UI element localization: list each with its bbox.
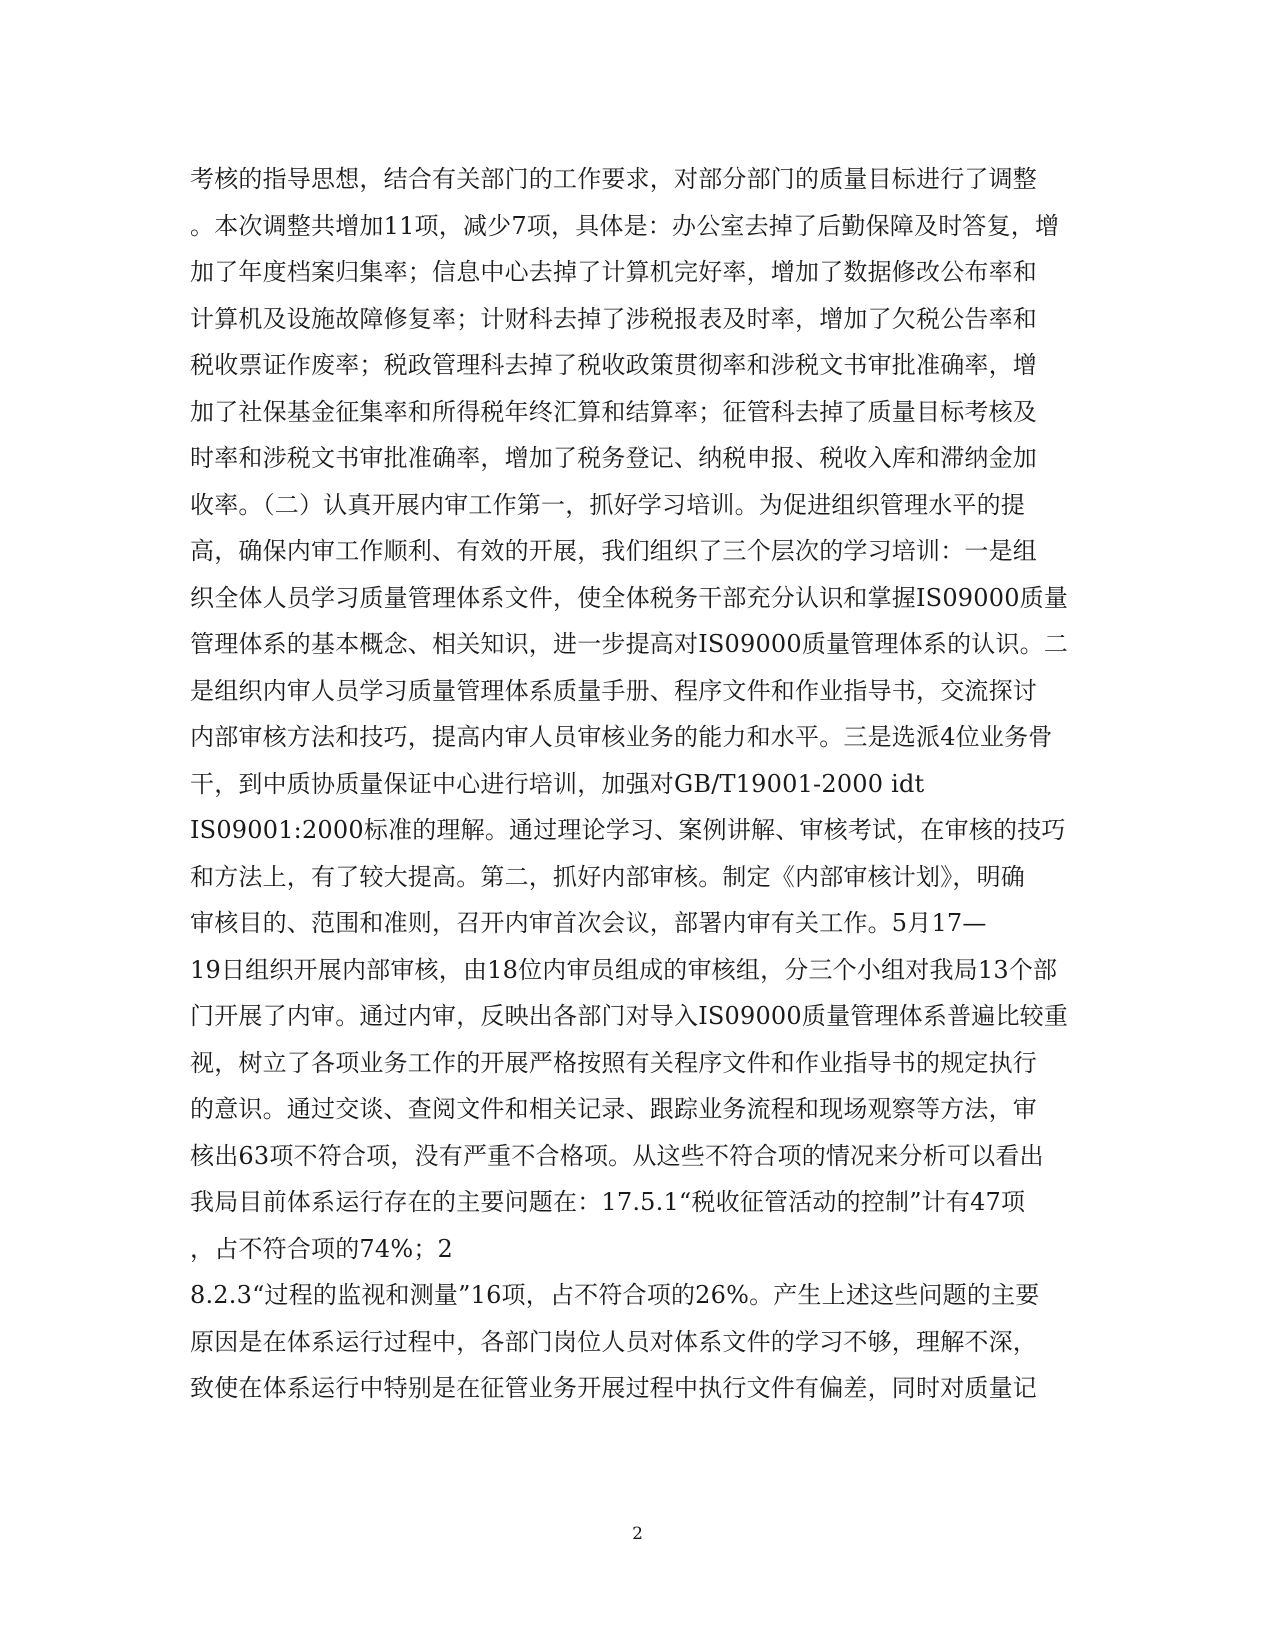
text-line: 视，树立了各项业务工作的开展严格按照有关程序文件和作业指导书的规定执行 [190, 1048, 1037, 1077]
text-line: 考核的指导思想，结合有关部门的工作要求，对部分部门的质量目标进行了调整 [190, 165, 1037, 193]
text-line: 致使在体系运行中特别是在征管业务开展过程中执行文件有偏差，同时对质量记 [190, 1374, 1037, 1402]
text-line: 我局目前体系运行存在的主要问题在：17.5.1“税收征管活动的控制”计有47项 [190, 1188, 1026, 1216]
text-line: 计算机及设施故障修复率；计财科去掉了涉税报表及时率，增加了欠税公告率和 [190, 304, 1037, 333]
body-text [190, 156, 1090, 1412]
text-line: 的意识。通过交谈、查阅文件和相关记录、跟踪业务流程和现场观察等方法，审 [190, 1095, 1037, 1123]
text-line: 时率和涉税文书审批准确率，增加了税务登记、纳税申报、税收入库和滞纳金加 [190, 444, 1037, 472]
page-number: 2 [632, 1524, 643, 1544]
text-line: 管理体系的基本概念、相关知识，进一步提高对IS09000质量管理体系的认识。二 [190, 630, 1069, 658]
text-line: 是组织内审人员学习质量管理体系质量手册、程序文件和作业指导书，交流探讨 [190, 676, 1037, 705]
text-line: 审核目的、范围和准则，召开内审首次会议，部署内审有关工作。5月17— [190, 909, 987, 937]
text-line: 和方法上，有了较大提高。第二，抓好内部审核。制定《内部审核计划》，明确 [190, 862, 1025, 891]
text-line: 加了年度档案归集率；信息中心去掉了计算机完好率，增加了数据修改公布率和 [190, 258, 1037, 286]
text-line: 原因是在体系运行过程中，各部门岗位人员对体系文件的学习不够，理解不深， [190, 1327, 1037, 1356]
text-line: 税收票证作废率；税政管理科去掉了税收政策贯彻率和涉税文书审批准确率，增 [190, 351, 1037, 379]
text-line: 内部审核方法和技巧，提高内审人员审核业务的能力和水平。三是选派4位业务骨 [190, 723, 1053, 751]
text-line: 收率。（二）认真开展内审工作第一，抓好学习培训。为促进组织管理水平的提 [190, 490, 1025, 519]
text-line: 干，到中质协质量保证中心进行培训，加强对GB/T19001-2000 idt [190, 769, 925, 798]
text-line: IS09001:2000标准的理解。通过理论学习、案例讲解、审核考试，在审核的技巧 [190, 816, 1066, 844]
text-line: 8.2.3“过程的监视和测量”16项，占不符合项的26%。产生上述这些问题的主要 [190, 1281, 1040, 1309]
text-line: 高，确保内审工作顺利、有效的开展，我们组织了三个层次的学习培训：一是组 [190, 537, 1037, 565]
text-line: ，占不符合项的74%；2 [190, 1234, 454, 1263]
text-line: 19日组织开展内部审核，由18位内审员组成的审核组，分三个小组对我局13个部 [190, 955, 1058, 984]
text-line: 。本次调整共增加11项，减少7项，具体是：办公室去掉了后勤保障及时答复，增 [190, 211, 1060, 240]
text-line: 门开展了内审。通过内审，反映出各部门对导入IS09000质量管理体系普遍比较重 [190, 1002, 1069, 1030]
text-line: 核出63项不符合项，没有严重不合格项。从这些不符合项的情况来分析可以看出 [190, 1141, 1044, 1170]
text-line: 织全体人员学习质量管理体系文件，使全体税务干部充分认识和掌握IS09000质量 [190, 583, 1069, 612]
text-line: 加了社保基金征集率和所得税年终汇算和结算率；征管科去掉了质量目标考核及 [190, 397, 1037, 426]
